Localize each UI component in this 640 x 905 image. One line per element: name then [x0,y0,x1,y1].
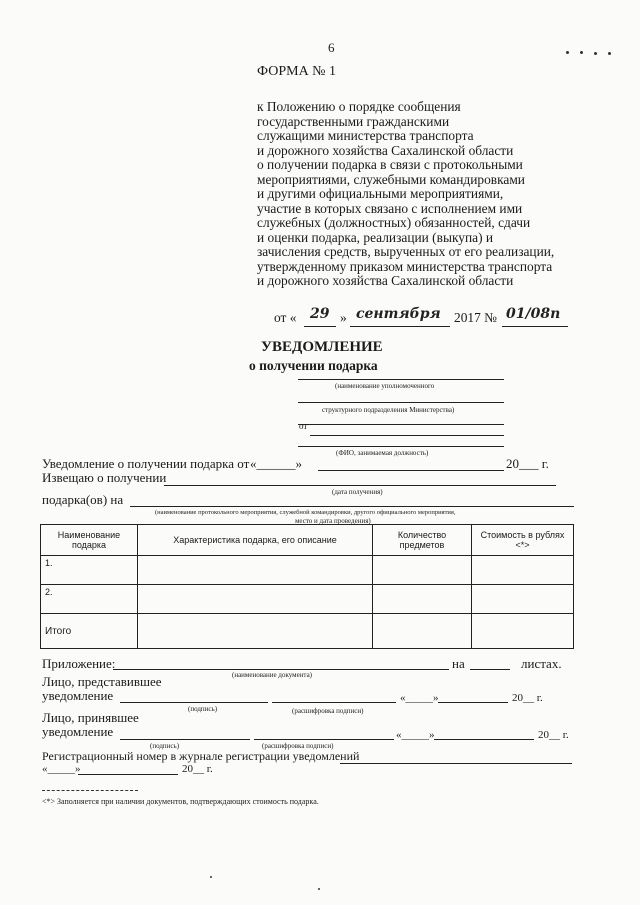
registration-date-fill [78,774,178,775]
receiver-line-2: уведомление [42,724,114,739]
addressee-line-3 [298,424,504,425]
appendix-line: о получении подарка в связи с протокольными [257,157,523,172]
table-row [41,556,574,585]
presenter-date-fill [438,702,508,703]
addressee-line-1 [298,379,504,380]
appendix-line: утвержденному приказом министерства транспорта [257,258,553,274]
row-2-quantity[interactable] [373,585,472,614]
presenter-cap-sign: (подпись) [188,705,218,713]
receiver-date: «_____» [396,729,435,741]
header-description: Характеристика подарка, его описание [138,525,373,556]
presenter-line-1: Лицо, представившее [42,674,162,689]
receiver-date-fill [434,739,534,740]
attachment-label: Приложение: [42,656,116,671]
appendix-line: к Положению о порядке сообщения [257,99,461,114]
gifts-table-header [41,525,574,556]
receiver-sign-fill [120,739,250,740]
addressee-from-label: от [299,421,308,431]
notice-line-3-fill [130,506,574,507]
total-cost[interactable] [472,614,574,649]
appendix-line: и дорожного хозяйства Сахалинской области [257,142,514,158]
row-2-label: 2. [41,585,138,614]
notice-line-1-date: «______» [250,456,302,471]
row-1-description[interactable] [138,556,373,585]
addressee-line-4 [310,435,504,436]
order-number-line [502,326,568,327]
appendix-line: государственными гражданскими [257,113,450,129]
form-title: ФОРМА № 1 [257,64,337,79]
order-month-line [350,326,450,327]
attachment-on: на [452,656,465,671]
notice-line-1-label: Уведомление о получении подарка от [42,456,250,471]
attachment-sheets-fill [470,669,510,670]
total-description[interactable] [138,614,373,649]
appendix-line: и оценки подарка, реализации (выкупа) и [257,229,494,245]
row-2-description[interactable] [138,585,373,614]
footnote-separator [42,790,138,791]
order-day: 29 [310,306,330,322]
row-2-cost[interactable] [472,585,574,614]
addressee-line-5 [298,446,504,447]
order-day-line [304,326,336,327]
appendix-line: мероприятиями, служебными командировками [257,171,525,187]
order-number: 01/08п [506,306,561,322]
row-1-cost[interactable] [472,556,574,585]
registration-fill [340,763,572,764]
table-row [41,585,574,614]
appendix-line: зачисления средств, вырученных от его реализации, [257,244,555,259]
order-month: сентября [356,306,441,322]
presenter-cap-decode: (расшифровка подписи) [292,707,364,715]
notice-subheading: о получении подарка [249,358,378,373]
notice-line-3-label: подарка(ов) на [42,492,124,507]
appendix-line: служебных (должностных) обязанностей, сдачи [257,215,531,230]
row-1-quantity[interactable] [373,556,472,585]
appendix-line: и дорожного хозяйства Сахалинской области [257,273,514,288]
addressee-caption-2: структурного подразделения Министерства) [322,406,455,414]
attachment-sheets: листах. [521,656,562,671]
addressee-line-2 [298,402,504,403]
registration-label: Регистрационный номер в журнале регистрации уведомлений [42,749,360,763]
header-cost: Стоимость в рублях <*> [472,525,574,556]
footnote: <*> Заполняется при наличии документов, подтверждающих стоимость подарка. [42,797,319,806]
presenter-date: «_____» [400,692,439,704]
presenter-year: 20__ г. [512,692,543,704]
receiver-year: 20__ г. [538,729,569,741]
notice-line-2-caption: (дата получения) [332,488,383,496]
page-number: 6 [328,40,335,55]
appendix-block [257,100,554,289]
notice-line-3-caption-1: (наименование протокольного мероприятия, служебной командировки, другого официального мероприятия, [155,509,456,516]
notice-line-3-caption-2: место и дата проведения) [295,517,371,525]
presenter-sign-fill [120,702,268,703]
addressee-caption-3: (ФИО, занимаемая должность) [336,449,429,457]
header-gift-name: Наименование подарка [41,525,138,556]
receiver-line-1: Лицо, принявшее [42,710,139,725]
registration-date: «_____» [42,763,81,775]
attachment-caption: (наименование документа) [232,671,313,679]
table-row-total [41,614,574,649]
presenter-line-2: уведомление [42,688,114,703]
notice-line-1-fill [318,470,504,471]
appendix-line: и другими официальными мероприятиями, [257,186,504,201]
total-quantity[interactable] [373,614,472,649]
appendix-line: участие в которых связано с исполнением ими [257,200,523,216]
notice-line-2-label: Извещаю о получении [42,470,167,485]
notice-line-1-year: 20___ г. [506,456,549,471]
order-year: 2017 № [454,310,497,325]
gifts-table [40,524,574,649]
appendix-line: служащими министерства транспорта [257,128,474,143]
attachment-fill [113,669,449,670]
presenter-decode-fill [272,702,396,703]
total-label: Итого [41,614,138,649]
order-from-label: от « [274,310,297,325]
notice-line-2-fill [164,485,556,486]
notice-heading: УВЕДОМЛЕНИЕ [261,339,383,355]
receiver-decode-fill [254,739,394,740]
registration-year: 20__ г. [182,763,213,775]
addressee-caption-1: (наименование уполномоченного [335,382,435,390]
row-1-label: 1. [41,556,138,585]
header-quantity: Количество предметов [373,525,472,556]
receiver-cap-sign: (подпись) [150,742,180,750]
order-quote: » [340,310,347,325]
receiver-cap-decode: (расшифровка подписи) [262,742,334,750]
